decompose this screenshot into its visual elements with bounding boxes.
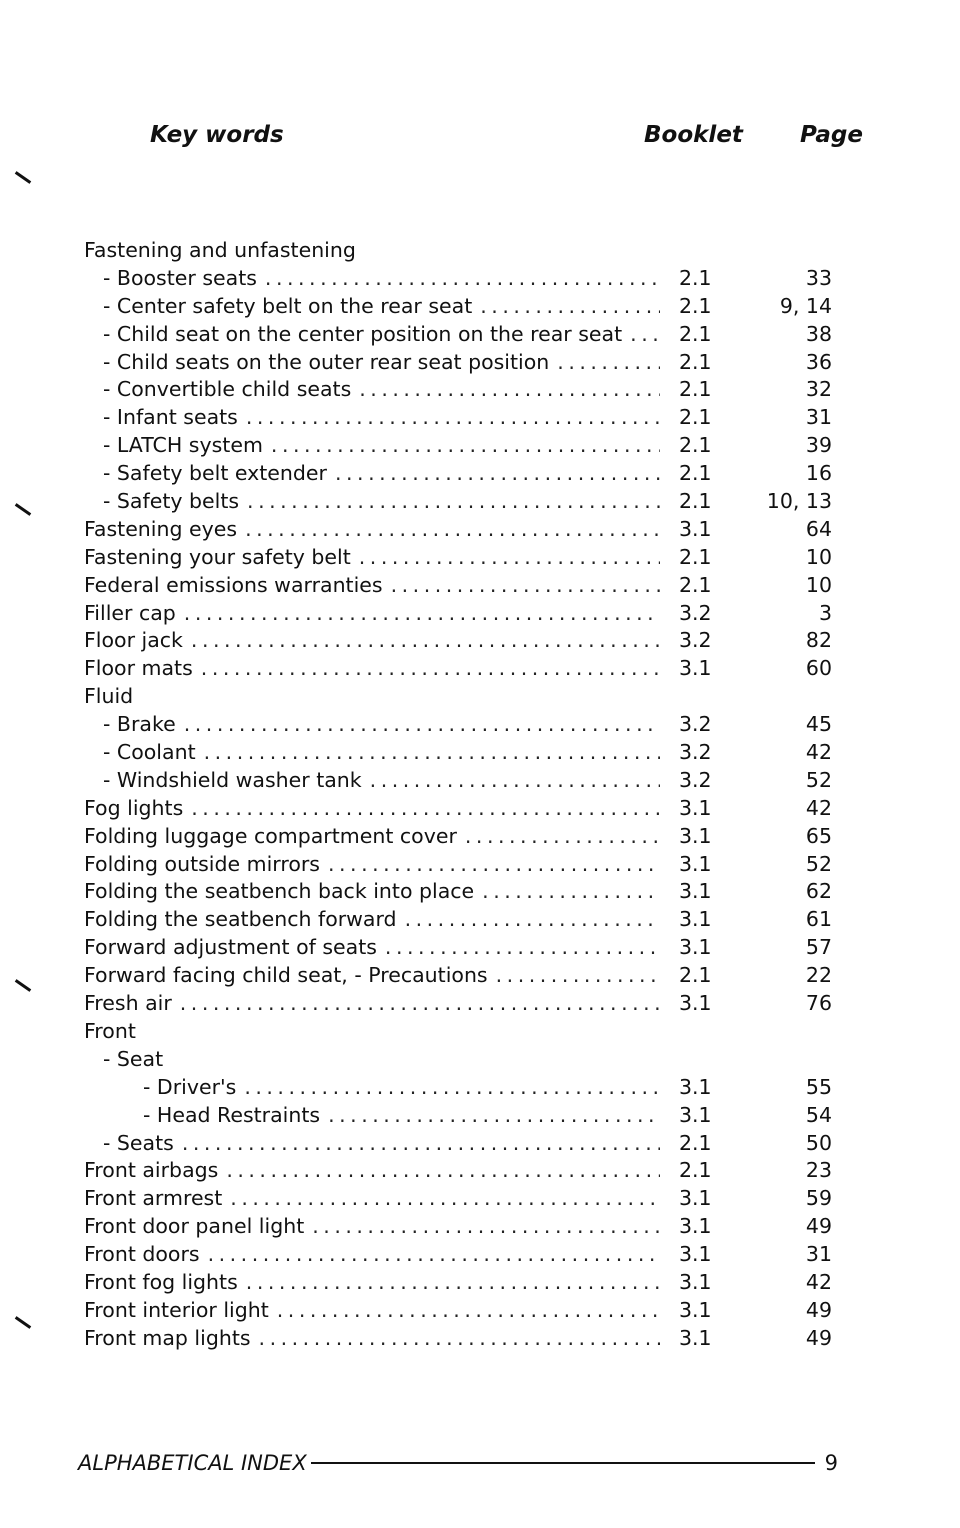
index-page: 61: [805, 907, 832, 932]
margin-mark: [12, 170, 36, 186]
index-term-text: Fog lights: [84, 795, 184, 820]
index-entry: [0, 1157, 960, 1185]
index-term: [103, 767, 670, 795]
index-booklet: 2.1: [679, 265, 712, 290]
index-entry: [0, 795, 960, 823]
index-term: [84, 990, 670, 1018]
dot-leader: [359, 544, 660, 572]
index-page: 36: [805, 349, 832, 374]
index-page: 9, 14: [779, 293, 832, 318]
index-booklet: 2.1: [679, 377, 712, 402]
index-term-text: Forward adjustment of seats: [84, 935, 377, 960]
index-term-text: Floor jack: [84, 628, 183, 653]
index-page: 76: [805, 991, 832, 1016]
index-term: [84, 544, 670, 572]
index-page: 82: [805, 628, 832, 653]
dot-leader: [328, 1102, 660, 1130]
index-entry: [0, 655, 960, 683]
index-booklet: 3.1: [679, 823, 712, 848]
index-term: [84, 823, 670, 851]
index-entry: [0, 683, 960, 711]
index-entry: [0, 1269, 960, 1297]
index-entry: [0, 1102, 960, 1130]
index-page: 57: [805, 935, 832, 960]
footer-section-title: ALPHABETICAL INDEX: [78, 1451, 307, 1475]
dot-leader: [465, 823, 660, 851]
index-entry: [0, 293, 960, 321]
index-page: 50: [805, 1130, 832, 1155]
index-term: [84, 683, 133, 711]
index-term-text: - Head Restraints: [143, 1102, 321, 1127]
index-booklet: 3.1: [679, 1269, 712, 1294]
index-entry: [0, 1074, 960, 1102]
index-page: 3: [818, 600, 832, 625]
index-booklet: 3.1: [679, 1074, 712, 1099]
index-term-text: Filler cap: [84, 600, 176, 625]
index-term-text: Folding luggage compartment cover: [84, 823, 457, 848]
index-page: 60: [805, 656, 832, 681]
index-term: [103, 460, 670, 488]
index-entry: [0, 1130, 960, 1158]
index-term: [103, 1046, 163, 1074]
index-entry: [0, 962, 960, 990]
index-term: [84, 627, 670, 655]
dot-leader: [557, 349, 660, 377]
index-term-text: Floor mats: [84, 656, 193, 681]
index-entry: [0, 627, 960, 655]
index-term-text: Folding the seatbench back into place: [84, 879, 475, 904]
index-page: 42: [805, 740, 832, 765]
index-term-text: Front doors: [84, 1242, 200, 1267]
index-booklet: 2.1: [679, 321, 712, 346]
index-term-text: - Seat: [103, 1046, 164, 1071]
index-term: [84, 795, 670, 823]
index-booklet: 3.1: [679, 1214, 712, 1239]
index-entry: [0, 460, 960, 488]
index-booklet: 2.1: [679, 489, 712, 514]
index-term: [103, 321, 670, 349]
index-entry: [0, 349, 960, 377]
index-page: 49: [805, 1297, 832, 1322]
index-term-text: Front door panel light: [84, 1214, 305, 1239]
dot-leader: [204, 739, 660, 767]
dot-leader: [246, 1269, 660, 1297]
index-term: [84, 1157, 670, 1185]
index-term: [103, 739, 670, 767]
index-booklet: 3.1: [679, 991, 712, 1016]
index-booklet: 2.1: [679, 433, 712, 458]
index-entry: [0, 488, 960, 516]
index-term: [84, 878, 670, 906]
dot-leader: [265, 265, 660, 293]
index-booklet: 3.2: [679, 767, 712, 792]
index-page: 59: [805, 1186, 832, 1211]
index-term-text: - Seats: [103, 1130, 174, 1155]
index-entry: [0, 376, 960, 404]
index-booklet: 2.1: [679, 349, 712, 374]
index-page: 33: [805, 265, 832, 290]
index-term: [84, 1297, 670, 1325]
column-header: [0, 122, 960, 162]
footer-page-number: 9: [824, 1451, 838, 1475]
index-term-text: - Convertible child seats: [103, 377, 352, 402]
dot-leader: [405, 906, 660, 934]
index-page: 45: [805, 712, 832, 737]
index-entry: [0, 1297, 960, 1325]
index-term-text: - Safety belt extender: [103, 461, 327, 486]
index-entry: [0, 265, 960, 293]
index-booklet: 3.1: [679, 1242, 712, 1267]
dot-leader: [630, 321, 660, 349]
index-page: 16: [805, 461, 832, 486]
dot-leader: [246, 404, 660, 432]
dot-leader: [391, 572, 660, 600]
index-term-text: - Center safety belt on the rear seat: [103, 293, 473, 318]
dot-leader: [180, 990, 660, 1018]
index-term-text: - Brake: [103, 712, 176, 737]
index-booklet: 3.1: [679, 1186, 712, 1211]
index-term: [84, 1018, 136, 1046]
index-page: 32: [805, 377, 832, 402]
index-term-text: Front map lights: [84, 1325, 251, 1350]
index-booklet: 3.2: [679, 628, 712, 653]
dot-leader: [482, 878, 660, 906]
index-booklet: 2.1: [679, 405, 712, 430]
header-booklet: Booklet: [644, 122, 743, 148]
index-page: 55: [805, 1074, 832, 1099]
index-term-text: - Safety belts: [103, 489, 240, 514]
index-entry: [0, 878, 960, 906]
index-entry: [0, 1325, 960, 1353]
index-term: [143, 1102, 670, 1130]
index-term: [103, 293, 670, 321]
index-term-text: Fastening eyes: [84, 516, 238, 541]
index-entry: [0, 544, 960, 572]
index-term: [103, 1130, 670, 1158]
index-term-text: - Child seat on the center position on the rear seat: [103, 321, 623, 346]
index-booklet: 3.1: [679, 795, 712, 820]
index-term-text: - Coolant: [103, 740, 196, 765]
dot-leader: [247, 488, 660, 516]
index-term: [143, 1074, 670, 1102]
index-page: 65: [805, 823, 832, 848]
index-term: [84, 1325, 670, 1353]
index-entry: [0, 990, 960, 1018]
index-entry: [0, 516, 960, 544]
index-page: 23: [805, 1158, 832, 1183]
index-page: 49: [805, 1214, 832, 1239]
index-term: [84, 906, 670, 934]
index-entry: [0, 906, 960, 934]
dot-leader: [259, 1325, 660, 1353]
dot-leader: [480, 293, 660, 321]
page-footer: [78, 1448, 838, 1478]
index-entry: [0, 600, 960, 628]
index-entry: [0, 404, 960, 432]
index-entry: [0, 934, 960, 962]
index-page: 64: [805, 516, 832, 541]
index-term-text: Folding the seatbench forward: [84, 907, 397, 932]
index-page: 22: [805, 963, 832, 988]
index-term: [103, 432, 670, 460]
index-page: 10, 13: [766, 489, 832, 514]
index-term: [84, 1213, 670, 1241]
index-booklet: 3.1: [679, 935, 712, 960]
index-term: [84, 851, 670, 879]
index-term-text: Fresh air: [84, 991, 172, 1016]
index-term-text: - Windshield washer tank: [103, 767, 362, 792]
footer-rule: [311, 1462, 815, 1464]
index-booklet: 3.1: [679, 1325, 712, 1350]
index-page: 52: [805, 851, 832, 876]
index-entry: [0, 432, 960, 460]
dot-leader: [201, 655, 660, 683]
index-page: 31: [805, 405, 832, 430]
index-booklet: 2.1: [679, 1130, 712, 1155]
index-page: 54: [805, 1102, 832, 1127]
index-term: [84, 1185, 670, 1213]
header-page: Page: [800, 122, 863, 148]
index-term-text: - LATCH system: [103, 433, 263, 458]
index-booklet: 3.2: [679, 712, 712, 737]
index-term-text: Fluid: [84, 684, 134, 709]
dot-leader: [182, 1130, 660, 1158]
dot-leader: [245, 516, 660, 544]
index-term-text: - Infant seats: [103, 405, 238, 430]
index-term-text: Front: [84, 1018, 136, 1043]
dot-leader: [277, 1297, 660, 1325]
index-term: [84, 934, 670, 962]
index-term: [84, 572, 670, 600]
index-term-text: Front interior light: [84, 1297, 269, 1322]
index-booklet: 3.1: [679, 656, 712, 681]
dot-leader: [370, 767, 660, 795]
index-term-text: - Child seats on the outer rear seat position: [103, 349, 550, 374]
index-booklet: 3.1: [679, 1102, 712, 1127]
dot-leader: [271, 432, 660, 460]
dot-leader: [184, 711, 660, 739]
index-booklet: 2.1: [679, 1158, 712, 1183]
index-term-text: Federal emissions warranties: [84, 572, 383, 597]
index-entry: [0, 767, 960, 795]
dot-leader: [328, 851, 660, 879]
index-term-text: Fastening and unfastening: [84, 238, 356, 262]
index-term: [103, 711, 670, 739]
index-entry: [0, 321, 960, 349]
index-term-text: Forward facing child seat, - Precautions: [84, 963, 488, 988]
index-booklet: 3.1: [679, 516, 712, 541]
dot-leader: [312, 1213, 660, 1241]
index-booklet: 2.1: [679, 293, 712, 318]
index-term-text: Front armrest: [84, 1186, 223, 1211]
index-term: [84, 237, 356, 265]
index-term: [103, 404, 670, 432]
index-booklet: 3.2: [679, 740, 712, 765]
dot-leader: [335, 460, 660, 488]
index-term: [84, 655, 670, 683]
dot-leader: [230, 1185, 660, 1213]
index-page: 10: [805, 544, 832, 569]
index-entry: [0, 1046, 960, 1074]
index-term: [103, 349, 670, 377]
index-entry: [0, 851, 960, 879]
header-key-words: Key words: [150, 122, 284, 148]
index-term: [84, 962, 670, 990]
index-entry: [0, 237, 960, 265]
index-term: [103, 265, 670, 293]
dot-leader: [208, 1241, 660, 1269]
dot-leader: [359, 376, 660, 404]
index-term: [84, 1269, 670, 1297]
index-term: [84, 1241, 670, 1269]
index-entry: [0, 1213, 960, 1241]
index-term: [103, 376, 670, 404]
dot-leader: [226, 1157, 660, 1185]
index-term-text: Front airbags: [84, 1158, 219, 1183]
index-term-text: - Driver's: [143, 1074, 237, 1099]
index-entry: [0, 823, 960, 851]
dot-leader: [191, 795, 660, 823]
index-entry: [0, 1185, 960, 1213]
index-page: 52: [805, 767, 832, 792]
index-entry: [0, 1018, 960, 1046]
index-entry: [0, 739, 960, 767]
index-booklet: 2.1: [679, 544, 712, 569]
index-page: 42: [805, 1269, 832, 1294]
index-page: 49: [805, 1325, 832, 1350]
index-page: 62: [805, 879, 832, 904]
dot-leader: [385, 934, 660, 962]
index-term-text: Folding outside mirrors: [84, 851, 320, 876]
dot-leader: [191, 627, 660, 655]
dot-leader: [244, 1074, 660, 1102]
index-term: [84, 516, 670, 544]
index-booklet: 3.2: [679, 600, 712, 625]
index-booklet: 3.1: [679, 907, 712, 932]
index-booklet: 2.1: [679, 572, 712, 597]
index-term-text: Fastening your safety belt: [84, 544, 351, 569]
index-term: [103, 488, 670, 516]
index-page: 10: [805, 572, 832, 597]
dot-leader: [184, 600, 660, 628]
index-booklet: 3.1: [679, 851, 712, 876]
index-booklet: 3.1: [679, 879, 712, 904]
dot-leader: [496, 962, 660, 990]
index-page: 39: [805, 433, 832, 458]
index-page: 31: [805, 1242, 832, 1267]
index-term-text: - Booster seats: [103, 265, 257, 290]
index-booklet: 2.1: [679, 963, 712, 988]
index-term-text: Front fog lights: [84, 1269, 238, 1294]
index-page: 42: [805, 795, 832, 820]
index-term: [84, 600, 670, 628]
index-page: 38: [805, 321, 832, 346]
index-booklet: 3.1: [679, 1297, 712, 1322]
index-entry: [0, 1241, 960, 1269]
index-booklet: 2.1: [679, 461, 712, 486]
index-entry: [0, 572, 960, 600]
index-list: [0, 237, 960, 1353]
index-entry: [0, 711, 960, 739]
